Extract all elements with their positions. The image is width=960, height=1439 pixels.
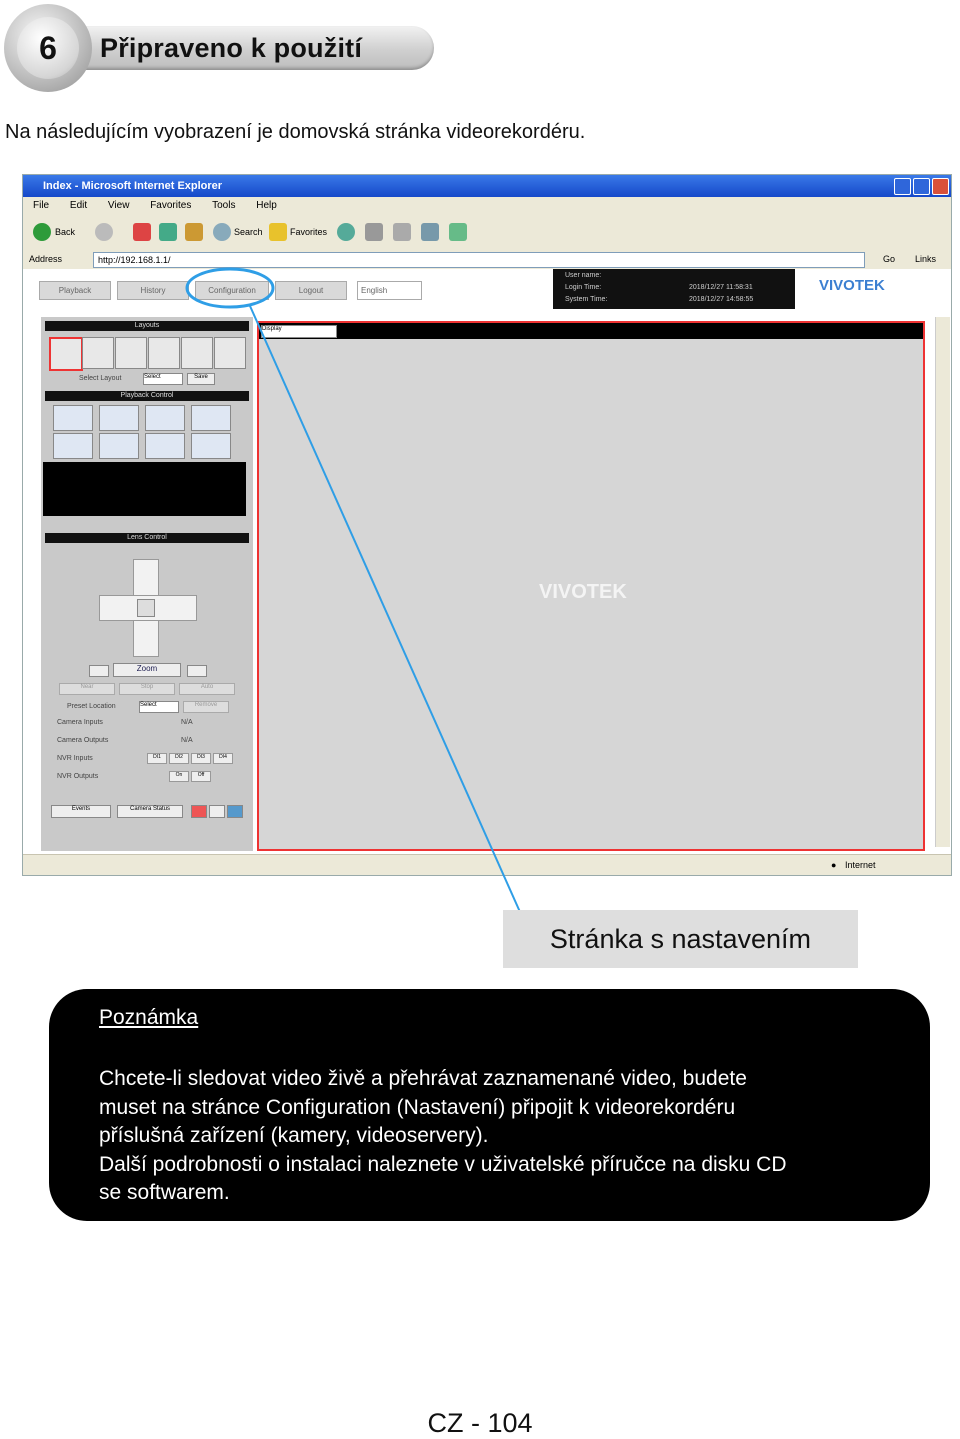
auto-focus-button[interactable]: Auto bbox=[179, 683, 235, 695]
menu-tools[interactable]: Tools bbox=[212, 200, 236, 211]
viewer-display-select[interactable]: Display bbox=[261, 325, 337, 338]
lens-control-title: Lens Control bbox=[45, 533, 249, 543]
nvr-input-2[interactable]: DI2 bbox=[169, 753, 189, 764]
camera-outputs-label: Camera Outputs bbox=[57, 737, 109, 744]
layout-select[interactable]: Select bbox=[143, 373, 183, 385]
layouts-title: Layouts bbox=[45, 321, 249, 331]
go-button[interactable]: Go bbox=[883, 254, 896, 264]
address-label: Address bbox=[29, 254, 63, 264]
preset-select[interactable]: Select bbox=[139, 701, 179, 713]
menu-view[interactable]: View bbox=[107, 200, 130, 211]
near-button[interactable]: Near bbox=[59, 683, 115, 695]
note-title: Poznámka bbox=[99, 1006, 199, 1029]
links-label[interactable]: Links bbox=[915, 254, 937, 264]
menu-file[interactable]: File bbox=[33, 200, 50, 211]
page-number: CZ - 104 bbox=[427, 1408, 533, 1438]
nvr-output-on[interactable]: On bbox=[169, 771, 189, 782]
address-value: http://192.168.1.1/ bbox=[98, 255, 171, 265]
stop-focus-button[interactable]: Stop bbox=[119, 683, 175, 695]
zoom-label: Zoom bbox=[113, 663, 181, 677]
tab-playback[interactable]: Playback bbox=[39, 281, 111, 300]
nvr-input-4[interactable]: DI4 bbox=[213, 753, 233, 764]
tab-configuration[interactable]: Configuration bbox=[195, 281, 269, 300]
note-text: Chcete-li sledovat video živě a přehrávat zaznamenané video, budete muset na stránce Configuration (Nastavení) připojit k videorekordéru příslušná zařízení (kamery, videoservery). Další podrobnosti o instalaci naleznete v uživatelské příručce na disku CD se softwarem. bbox=[99, 1067, 787, 1204]
step-title: Připraveno k použití bbox=[100, 33, 363, 63]
menu-edit[interactable]: Edit bbox=[69, 200, 88, 211]
leader-line bbox=[250, 306, 520, 912]
language-select[interactable]: English bbox=[357, 281, 422, 300]
note-box bbox=[49, 989, 930, 1221]
menu-favorites[interactable]: Favorites bbox=[150, 200, 192, 211]
zone-label: Internet bbox=[845, 860, 876, 870]
camera-inputs-label: Camera Inputs bbox=[57, 719, 103, 726]
camera-inputs-value: N/A bbox=[181, 719, 193, 726]
back-label: Back bbox=[55, 227, 76, 237]
user-name-label: User name: bbox=[565, 272, 602, 279]
viewer-logo: VIVOTEK bbox=[539, 581, 627, 603]
menu-help[interactable]: Help bbox=[256, 200, 277, 211]
system-time-value: 2018/12/27 14:58:55 bbox=[689, 296, 754, 303]
ie-titlebar: Index - Microsoft Internet Explorer bbox=[23, 175, 951, 197]
nvr-input-3[interactable]: DI3 bbox=[191, 753, 211, 764]
system-time-label: System Time: bbox=[565, 296, 608, 303]
tab-logout[interactable]: Logout bbox=[275, 281, 347, 300]
login-time-label: Login Time: bbox=[565, 284, 602, 291]
search-label: Search bbox=[234, 227, 263, 237]
vivotek-logo: VIVOTEK bbox=[819, 277, 885, 294]
login-time-value: 2018/12/27 11:58:31 bbox=[689, 284, 753, 291]
nvr-outputs-label: NVR Outputs bbox=[57, 773, 99, 780]
playback-control-title: Playback Control bbox=[45, 391, 249, 401]
nvr-input-1[interactable]: DI1 bbox=[147, 753, 167, 764]
highlight-ellipse bbox=[187, 269, 273, 307]
intro-text: Na následujícím vyobrazení je domovská stránka videorekordéru. bbox=[5, 121, 586, 143]
camera-status-button[interactable]: Camera Status bbox=[117, 805, 183, 818]
step-number: 6 bbox=[17, 17, 79, 79]
nvr-inputs-label: NVR Inputs bbox=[57, 755, 93, 762]
nvr-output-off[interactable]: Off bbox=[191, 771, 211, 782]
preset-location-label: Preset Location bbox=[67, 703, 116, 710]
configuration-callout: Stránka s nastavením bbox=[503, 910, 858, 968]
preset-remove-button[interactable]: Remove bbox=[183, 701, 229, 713]
select-layout-label: Select Layout bbox=[79, 375, 122, 382]
events-button[interactable]: Events bbox=[51, 805, 111, 818]
save-layout-button[interactable]: Save bbox=[187, 373, 215, 385]
tab-history[interactable]: History bbox=[117, 281, 189, 300]
globe-icon: ● bbox=[831, 860, 837, 870]
camera-outputs-value: N/A bbox=[181, 737, 193, 744]
favorites-label: Favorites bbox=[290, 227, 328, 237]
